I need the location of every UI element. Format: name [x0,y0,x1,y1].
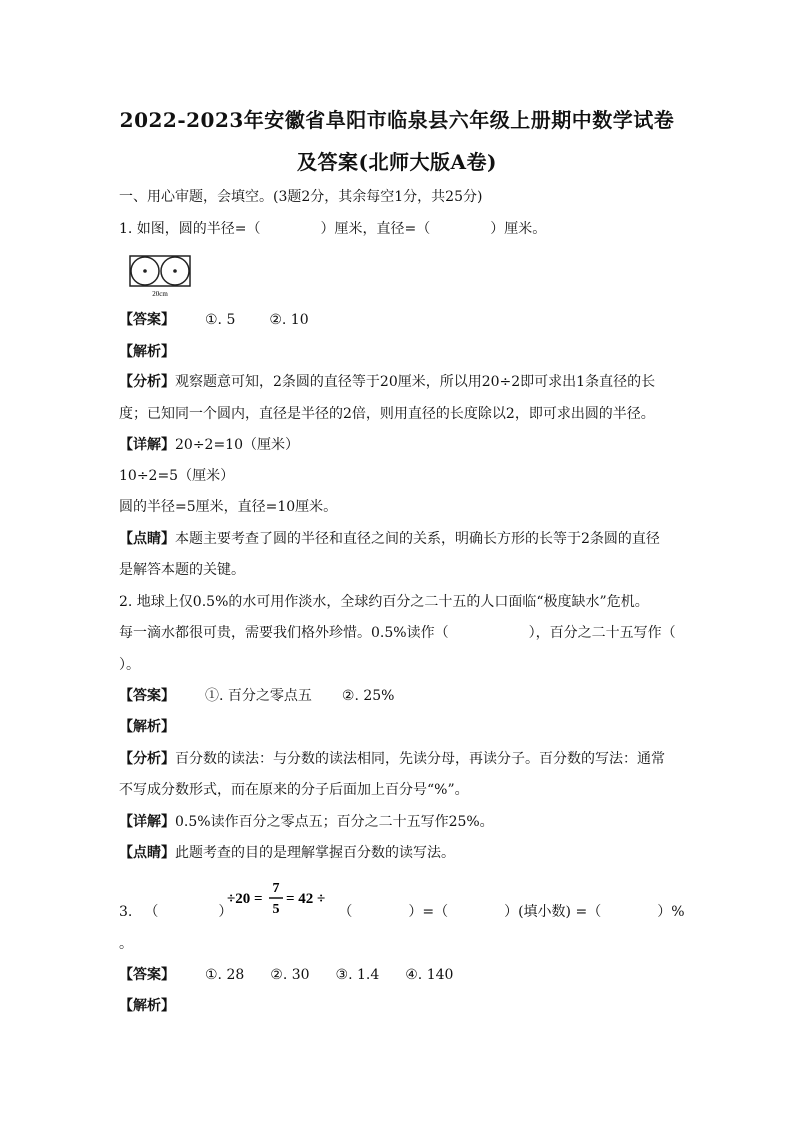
center-dot-right [173,269,177,273]
q1-fenxi-2: 度；已知同一个圆内，直径是半径的2倍，则用直径的长度除以2，即可求出圆的半径。 [119,406,655,422]
q1-dianjing-2: 是解答本题的关键。 [119,562,245,578]
q2-stem-2 [119,623,676,643]
xiangjie-tag: 【详解】 [119,814,175,830]
q1-stem-b: ）厘米，直径=（ [320,221,431,237]
formula-numerator: 7 [272,881,280,896]
q2-answer-2: ②. 25% [341,688,395,704]
q2-stem-3: ）。 [119,657,140,673]
doc-title-line-2: 及答案(北师大版A卷) [297,150,497,174]
dianjing-tag: 【点睛】 [119,531,175,547]
q1-stem [119,219,546,239]
q2-stem-2a: 每一滴水都很可贵，需要我们格外珍惜。0.5%读作（ [119,625,449,641]
q2-answer [119,686,394,706]
q2-answer-1: ①. 百分之零点五 [205,688,312,704]
q2-fenxi-text-1: 百分数的读法：与分数的读法相同，先读分母，再读分子。百分数的写法：通常 [175,751,665,767]
q3-answer [119,965,453,985]
fenxi-tag: 【分析】 [119,751,175,767]
answer-tag: 【答案】 [119,967,175,983]
doc-title-line-1: 2022-2023年安徽省阜阳市临泉县六年级上册期中数学试卷 [119,108,675,132]
q2-xiangjie-1 [119,812,494,832]
xiangjie-tag: 【详解】 [119,437,175,453]
q1-answer-1: ①. 5 [205,312,236,328]
answer-tag: 【答案】 [119,688,175,704]
q1-fenxi-text-1: 观察题意可知，2条圆的直径等于20厘米，所以用20÷2即可求出1条直径的长 [175,374,656,390]
q1-stem-a: 1. 如图，圆的半径=（ [119,221,261,237]
answer-tag: 【答案】 [119,312,175,328]
q1-xiangjie-1 [119,435,299,455]
q2-stem-2b: ），百分之二十五写作（ [528,625,676,641]
q3-tail: 。 [119,936,133,952]
q1-jiexi: 【解析】 [119,344,175,360]
dianjing-tag: 【点睛】 [119,845,175,861]
q3-stem [119,902,685,922]
q1-xiangjie-2: 10÷2=5（厘米） [119,468,235,484]
q3-jiexi: 【解析】 [119,998,175,1014]
section-heading: 一、用心审题，会填空。(3题2分，其余每空1分，共25分) [119,189,483,205]
q1-answer [119,310,309,330]
q1-stem-c: ）厘米。 [490,221,547,237]
q1-dianjing-1 [119,529,660,549]
center-dot-left [143,269,147,273]
q3-paren-close: ） [218,904,233,920]
fenxi-tag: 【分析】 [119,374,175,390]
q1-dianjing-text-1: 本题主要考查了圆的半径和直径之间的关系，明确长方形的长等于2条圆的直径 [175,531,660,547]
rectangle-shape [130,256,190,286]
q1-xiangjie-text-1: 20÷2=10（厘米） [175,437,299,453]
q2-dianjing-text-1: 此题考查的目的是理解掌握百分数的读写法。 [175,845,455,861]
formula-left: ÷20 = [227,891,263,907]
q2-jiexi: 【解析】 [119,719,175,735]
q3-number: 3. [119,904,133,920]
q3-rest: （ ）=（ ）(填小数) =（ ）% [338,904,685,920]
q3-answer-3: ③. 1.4 [335,967,380,983]
formula-denominator: 5 [272,902,280,917]
q2-xiangjie-text-1: 0.5%读作百分之零点五；百分之二十五写作25%。 [175,814,494,830]
q3-answer-2: ②. 30 [270,967,310,983]
q2-fenxi-2: 不写成分数形式，而在原来的分子后面加上百分号“%”。 [119,782,469,798]
q1-circles-figure [128,254,198,298]
q1-xiangjie-3: 圆的半径=5厘米，直径=10厘米。 [119,499,338,515]
q3-answer-1: ①. 28 [205,967,245,983]
q2-stem-1: 2. 地球上仅0.5%的水可用作淡水，全球约百分之二十五的人口面临“极度缺水”危机。 [119,594,649,610]
q2-dianjing-1 [119,843,455,863]
formula-right: = 42 ÷ [286,891,326,907]
q3-answer-4: ④. 140 [405,967,454,983]
q3-paren-open: （ [144,904,159,920]
q1-fenxi-1 [119,372,655,392]
figure-width-label: 20cm [152,290,168,298]
q1-answer-2: ②. 10 [269,312,309,328]
q2-fenxi-1 [119,749,665,769]
